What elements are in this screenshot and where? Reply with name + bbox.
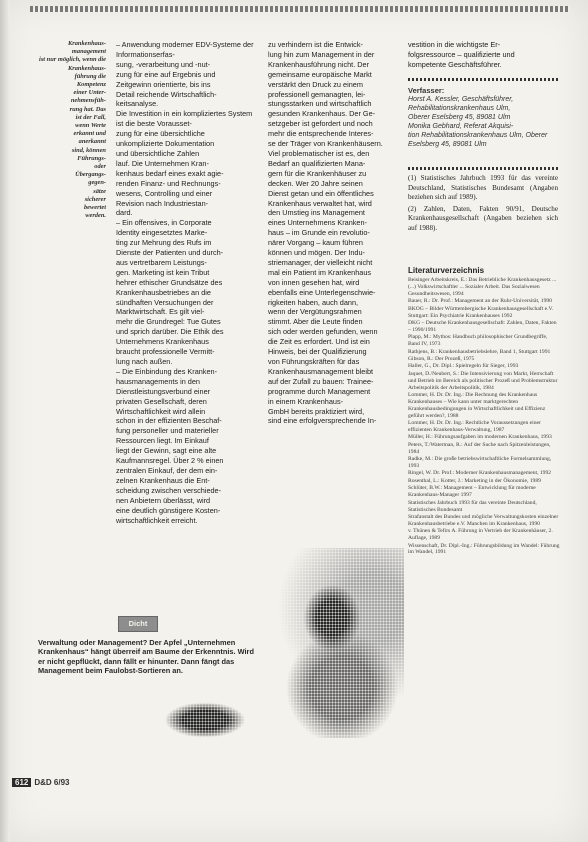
author-line: Horst A. Kessler, Geschäftsführer, xyxy=(408,96,514,103)
text-line: Ressourcen liegt. Im Einkauf xyxy=(116,436,209,446)
text-line: eine deutlich günstigere Kosten- xyxy=(116,505,221,515)
literature-item: Rathjens, B.: Krankenhausbetriebslehre, Band 1, Stuttgart 1991 xyxy=(408,348,551,355)
text-line: striemanager, der vielleicht nicht xyxy=(268,257,373,267)
text-line: Zeitgewinn orientierte, bis ins xyxy=(116,79,211,89)
literature-item: Wissenschaft, Dr. Dipl.-Ing.: Führungsbildung im Wandel: Führung im Wandel, 1991 xyxy=(408,542,560,556)
text-line: nen Anbietern überlässt, wird xyxy=(116,495,211,505)
sidebar-line: sicherer xyxy=(84,195,106,203)
text-line: unkomplizierte Dokumentation xyxy=(116,139,215,149)
text-line: Identity eingesetztes Marke- xyxy=(116,228,208,238)
sidebar-line: werden. xyxy=(85,212,106,220)
text-line: – Die Einbindung des Kranken- xyxy=(116,366,218,376)
sidebar-line: sätze xyxy=(93,187,106,195)
literature-item: Jaquet, D./Neubert, S.: Die Intensivierung von Markt, Herrschaft und Betrieb im Bereich als politischer Prozeß und Problemstruktur Arbeitspolitik der Arbeitspolitik, 1984 xyxy=(408,370,558,391)
text-line: Bedarf an qualifizierten Mana- xyxy=(268,158,366,168)
literature-item: Statistisches Jahrbuch 1993 für das vereinte Deutschland, Statistisches Bundesamt xyxy=(408,499,537,513)
author-line: Rehabilitationskrankenhaus Ulm, xyxy=(408,105,511,112)
text-line: wirtschaftlichkeit erreicht. xyxy=(116,515,198,525)
issue-label: D&D 6/93 xyxy=(34,778,70,787)
text-line: von innen gesehen hat, wird xyxy=(268,277,360,287)
authors-rule xyxy=(408,78,558,81)
author-line: tion Rehabilitationskrankenhaus Ulm, Oberer xyxy=(408,132,548,139)
text-line: lauf. Die Unternehmen Kran- xyxy=(116,158,209,168)
text-line: keitsanalyse. xyxy=(116,99,159,109)
text-line: renden Finanz- und Rechnungs- xyxy=(116,178,221,188)
author-line: Oberer Eselsberg 45, 89081 Ulm xyxy=(408,114,511,121)
text-line: zung für eine übersichtliche xyxy=(116,129,205,139)
sidebar-line: sind, können xyxy=(71,146,106,154)
text-line: Unternehmens Krankenhaus xyxy=(116,337,209,347)
text-line: zelnen Krankenhaus die Ent- xyxy=(116,475,210,485)
text-line: zentralen Einkauf, der dem ein- xyxy=(116,465,218,475)
text-line: Hinweis, bei der Qualifizierung xyxy=(268,347,367,357)
literature-item: Radke, M.: Die große betriebswirtschaftliche Formelsammlung, 1993 xyxy=(408,456,552,470)
text-line: verstärkt den Druck zu einem xyxy=(268,79,363,89)
text-line: in einem Krankenhaus- xyxy=(268,396,344,406)
literature-item: Bauer, R.: Dr. Prof.: Management an der Ruhr-Universität, 1990 xyxy=(408,298,552,305)
text-line: Marktwirtschaft. Es gilt viel- xyxy=(116,307,205,317)
text-line: hausmanagements in den xyxy=(116,376,200,386)
text-line: eines Unternehmens Kranken- xyxy=(268,218,367,228)
text-line: dard. xyxy=(116,208,133,218)
literature-item: Ringel, W. Dr. Prof.: Moderner Krankenhausmanagement, 1992 xyxy=(408,470,552,477)
authors-lines xyxy=(408,95,558,149)
text-line: und sprich darüber. Die Ethik des xyxy=(116,327,224,337)
authors-block xyxy=(408,86,558,149)
literature-item: Peters, T./Waterman, R.: Auf der Suche nach Spitzenleistungen, 1984 xyxy=(408,441,551,455)
text-line: professionell gemanagten, lei- xyxy=(268,89,366,99)
sidebar-line: bewertet xyxy=(83,204,106,212)
photo-halftone xyxy=(262,548,404,738)
sidebar-line: erkannt und xyxy=(73,130,106,138)
text-line: närer Vorgang – kaum führen xyxy=(268,238,363,248)
note-item: (1) Statistisches Jahrbuch 1993 für das vereinte Deutschland, Statistisches Bundesamt (Angaben beziehen sich auf 1989). xyxy=(408,174,558,202)
literature-item: v. Thünen & Tefirs A. Führung in Vertrieb der Krankenhäuser, 2. Auflage, 1989 xyxy=(408,528,553,542)
photo-apple xyxy=(262,548,404,738)
literature-item: Beisinger Arbeitskreis, E.: Das Betriebliche Krankenhausgesetz ... (...) Volkswirtschaftler ... Sozialer Arbeit. Das Sozialwesen Gesundheitswesen, 1994 xyxy=(408,277,557,297)
text-line: wesens, Controlling und einer xyxy=(116,188,213,198)
text-line: schon in der effizienten Beschaf- xyxy=(116,416,222,426)
text-line: zu verhindern ist die Entwick- xyxy=(268,40,363,49)
literature-list xyxy=(408,277,560,557)
sidebar-line: gegen- xyxy=(88,179,106,187)
text-line: stungsstarken und wirtschaftlich xyxy=(268,99,372,109)
column-1 xyxy=(116,40,258,525)
column-3 xyxy=(408,40,558,70)
sidebar-line: ist der Fall, xyxy=(75,113,106,121)
literature-item: Lommer, H. Dr. Dr. Ing.: Die Rechnung des Krankenhaus Krankenhauses – Wie kann unter marktgerechten Krankenhausbedingungen in Wirtschaftlichkeit und Effizienz geführt werden?, 1988 xyxy=(408,392,546,419)
authors-heading: Verfasser: xyxy=(408,86,445,95)
text-line: Dienst getan und ein öffentliches xyxy=(268,188,374,198)
sidebar-line: anerkannt xyxy=(78,138,106,146)
text-line: zung für eine auf Ergebnis und xyxy=(116,69,216,79)
sidebar-line: Übergangs- xyxy=(75,171,106,179)
sidebar-line: Führungs- xyxy=(77,154,106,162)
sidebar-line: nehmensfüh- xyxy=(70,97,106,105)
text-line: und übersichtliche Zahlen xyxy=(116,148,200,158)
literature-item: Strafanstalt des Bundes und mögliche Verwaltungskosten einzelner Krankenhausbetriebe e.V. Manchen im Krankenhaus, 1990 xyxy=(408,513,559,527)
photo-caption: Verwaltung oder Management? Der Apfel „Unternehmen Krankenhaus“ hängt überreif am Baume der Erkenntnis. Wird er nicht gepflückt, dann fällt er hinunter. Dann fängt das Management beim Faulobst-Sortieren an. xyxy=(38,638,254,676)
text-line: haus – im Grunde ein revolutio- xyxy=(268,228,370,238)
text-line: privaten Gesellschaft, deren xyxy=(116,396,207,406)
text-line: Detail reichende Wirtschaftlich- xyxy=(116,89,217,99)
text-line: mehr die Grundregel: Tue Gutes xyxy=(116,317,221,327)
text-line: Dienstleistungsverbund einer xyxy=(116,386,211,396)
note-item: (2) Zahlen, Daten, Fakten 90/91, Deutsche Krankenhausgesellschaft (Angaben beziehen sich auf 1988). xyxy=(408,204,558,232)
notes xyxy=(408,174,558,236)
footer xyxy=(12,778,69,787)
text-line: rigkeiten haben, auch dann, xyxy=(268,297,359,307)
sidebar-line: management xyxy=(71,48,106,56)
text-line: – Anwendung moderner EDV-Systeme der Informationserfas- xyxy=(116,40,254,59)
text-line: lung nach außen. xyxy=(116,357,173,366)
sidebar-quote xyxy=(28,40,106,220)
text-line: stimmt. Aber die Leute finden xyxy=(268,317,363,327)
photo-hand xyxy=(150,690,260,745)
text-line: decken. Wer 20 Jahre seinen xyxy=(268,178,363,188)
author-line: Eselsberg 45, 89081 Ulm xyxy=(408,141,487,148)
literature-item: Müller, H.: Führungsaufgaben im modernen Krankenhaus, 1993 xyxy=(408,434,552,441)
text-line: braucht professionelle Vermitt- xyxy=(116,347,215,357)
text-line: Krankenhausführung nicht. Der xyxy=(268,59,370,69)
literature-item: Haller, G., Dr. Dipl.: Spielregeln für Sieger, 1993 xyxy=(408,363,519,370)
text-line: sung, -verarbeitung und -nut- xyxy=(116,59,211,69)
text-line: sündhaften Versuchungen der xyxy=(116,297,214,307)
text-line: kenhaus bedarf eines exakt agie- xyxy=(116,168,224,178)
literature-item: Schlüter, B.W.: Management – Entwicklung für moderne Krankenhaus-Manager 1997 xyxy=(408,485,536,499)
text-line: scheidung zwischen verschiede- xyxy=(116,485,222,495)
sidebar-line: Krankenhaus- xyxy=(67,40,106,47)
text-line: hehrer ethischer Grundsätze des xyxy=(116,277,223,287)
photo-label: Dicht xyxy=(118,616,158,632)
text-line: GmbH bereits praktiziert wird, xyxy=(268,406,365,416)
top-rule xyxy=(30,6,570,12)
sidebar-line: oder xyxy=(94,163,106,171)
text-line: gen. Marketing ist kein Tribut xyxy=(116,267,210,277)
text-line: Kaufmannsregel. Über 2 % einen xyxy=(116,456,224,466)
text-line: setzgeber ist gefordert und noch xyxy=(268,119,373,129)
text-line: aus vertretbarem Leistungs- xyxy=(116,257,207,267)
sidebar-line: einer Unter- xyxy=(73,89,106,97)
text-line: von Führungskräften für das xyxy=(268,357,360,366)
text-line: Viel problematischer ist es, den xyxy=(268,148,370,158)
text-line: Revision nach Industriestan- xyxy=(116,198,209,208)
text-line: wenn der Vergütungsrahmen xyxy=(268,307,362,317)
column-2 xyxy=(268,40,398,426)
text-line: mehr die entsprechende Interes- xyxy=(268,129,374,139)
sidebar-line: wenn Werte xyxy=(75,122,106,130)
text-line: den Umstieg ins Management xyxy=(268,208,365,218)
text-line: sind eine erfolgversprechende In- xyxy=(268,416,377,426)
sidebar-line: führung die xyxy=(74,72,106,80)
author-line: Monika Gebhard, Referat Akquisi- xyxy=(408,123,514,130)
text-line: Dienste der Patienten und durch- xyxy=(116,248,224,258)
sidebar-line: rung hat. Das xyxy=(69,105,106,113)
text-line: können und mögen. Der Indu- xyxy=(268,248,365,258)
text-line: fung personeller und materieller xyxy=(116,426,219,436)
text-line: ting zur Mehrung des Rufs im xyxy=(116,238,212,248)
text-line: Krankenhausmanagement bleibt xyxy=(268,366,374,376)
text-line: programme durch Management xyxy=(268,386,371,396)
literature-item: BKOG – Bilder Württembergische Krankenhausgesellschaft e.V. Stuttgart: Ein Psychiatrie Krankenhauses 1992 xyxy=(408,305,554,319)
text-line: folgsressource – qualifizierte und xyxy=(408,49,515,59)
literature-item: Gibson, R.: Der Prozeß, 1975 xyxy=(408,355,475,362)
literature-item: Plapp, M.: Mythos: Handbuch philosophischer Grundbegriffe, Band IV, 1973 xyxy=(408,334,548,348)
sidebar-line: Kompetenz xyxy=(76,81,106,89)
sidebar-line: Krankenhaus- xyxy=(67,64,106,72)
text-line: Die Investition in ein kompliziertes System ist die beste Vorausset- xyxy=(116,109,253,129)
text-line: vestition in die wichtigste Er- xyxy=(408,40,501,49)
text-line: mal ein Patient im Krankenhaus xyxy=(268,267,372,277)
text-line: gemeinsame europäische Markt xyxy=(268,69,372,79)
text-line: Wirtschaftlichkeit wird allein xyxy=(116,406,206,416)
text-line: – Ein offensives, in Corporate xyxy=(116,218,212,228)
text-line: kompetente Geschäftsführer. xyxy=(408,59,502,69)
text-line: Krankenhaus verwaltet hat, wird xyxy=(268,198,372,208)
text-line: se der Träger von Krankenhäusern. xyxy=(268,139,383,149)
text-line: ebenfalls eine Unterlegenschwie- xyxy=(268,287,376,297)
literature-item: Lommer, H. Dr. Dr. Ing.: Rechtliche Voraussetzungen einer effizienten Krankenhaus-Verwaltung, 1987 xyxy=(408,420,541,434)
page-number: 612 xyxy=(12,778,31,787)
notes-rule xyxy=(408,167,558,170)
literature-item: DKG – Deutsche Krankenhausgesellschaft: Zahlen, Daten, Fakten – 1990/1991 xyxy=(408,319,557,333)
text-line: sich oder werden gefunden, wenn xyxy=(268,327,378,337)
text-line: gern für die Krankenhäuser zu xyxy=(268,168,367,178)
text-line: lung hin zum Management in der xyxy=(268,49,375,59)
text-line: gesunden Krankenhaus. Der Ge- xyxy=(268,109,376,119)
text-line: die Zeit es erfordert. Und ist ein xyxy=(268,337,370,347)
page-edge xyxy=(0,0,10,842)
text-line: liegt der Gewinn, sagt eine alte xyxy=(116,446,217,456)
literature-title: Literaturverzeichnis xyxy=(408,266,485,275)
text-line: auf der Zufall zu bauen: Trainee- xyxy=(268,376,374,386)
literature-item: Rosenthal, L.: Kotter, J.: Marketing in der Ökonomie, 1989 xyxy=(408,477,541,484)
hand-halftone xyxy=(150,690,260,745)
text-line: Krankenhausbetriebes an die xyxy=(116,287,211,297)
sidebar-line: ist nur möglich, wenn die xyxy=(39,56,106,64)
